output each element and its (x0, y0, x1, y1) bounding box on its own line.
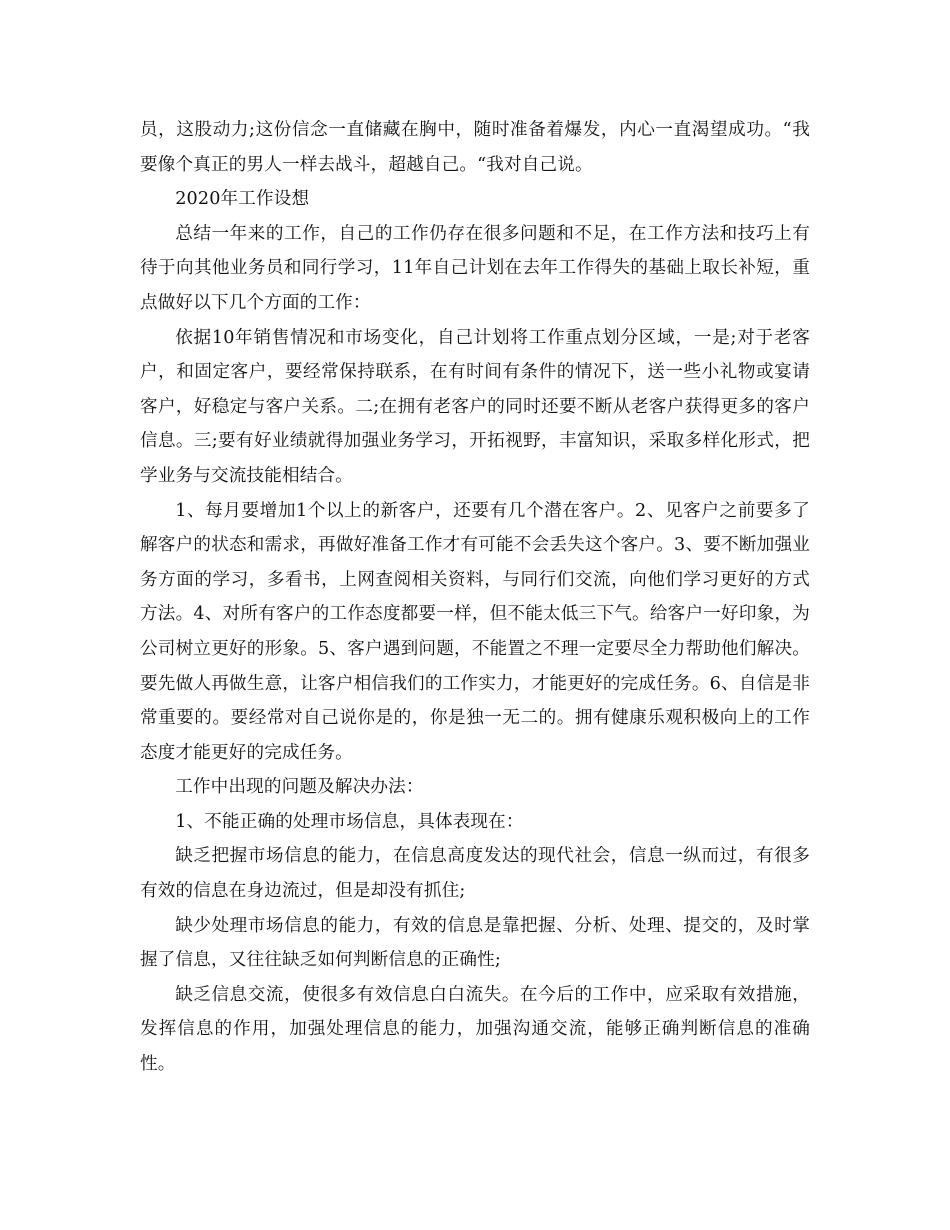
paragraph-problem-detail-1: 缺乏把握市场信息的能力，在信息高度发达的现代社会，信息一纵而过，有很多有效的信息在身边流过，但是却没有抓住; (140, 846, 810, 902)
paragraph-goals-list: 1、每月要增加1个以上的新客户，还要有几个潜在客户。2、见客户之前要多了解客户的状态和需求，再做好准备工作才有可能不会丢失这个客户。3、要不断加强业务方面的学习，多看书，上网查阅相关资料，与同行们交流，向他们学习更好的方式方法。4、对所有客户的工作态度都要一样，但不能太低三下气。给客户一好印象，为公司树立更好的形象。5、客户遇到问题，不能置之不理一定要尽全力帮助他们解决。要先做人再做生意，让客户相信我们的工作实力，才能更好的完成任务。6、自信是非常重要的。要经常对自己说你是的，你是独一无二的。拥有健康乐观积极向上的工作态度才能更好的完成任务。 (140, 500, 810, 763)
paragraph-problem-detail-3: 缺乏信息交流，使很多有效信息白白流失。在今后的工作中，应采取有效措施，发挥信息的作用，加强处理信息的能力，加强沟通交流，能够正确判断信息的准确性。 (140, 984, 810, 1075)
paragraph-problem-1: 1、不能正确的处理市场信息，具体表现在： (175, 811, 524, 832)
section-heading-problems: 工作中出现的问题及解决办法： (175, 777, 424, 798)
paragraph-summary: 总结一年来的工作，自己的工作仍存在很多问题和不足，在工作方法和技巧上有待于向其他业务员和同行学习，11年自己计划在去年工作得失的基础上取长补短，重点做好以下几个方面的工作： (140, 223, 810, 313)
paragraph-regional-plan: 依据10年销售情况和市场变化，自己计划将工作重点划分区域，一是;对于老客户，和固定客户，要经常保持联系，在有时间有条件的情况下，送一些小礼物或宴请客户，好稳定与客户关系。二;在拥有老客户的同时还要不断从老客户获得更多的客户信息。三;要有好业绩就得加强业务学习，开拓视野，丰富知识，采取多样化形式，把学业务与交流技能相结合。 (140, 327, 810, 486)
paragraph-problem-detail-2: 缺少处理市场信息的能力，有效的信息是靠把握、分析、处理、提交的，及时掌握了信息，又往往缺乏如何判断信息的正确性; (140, 915, 810, 971)
section-heading-2020-plan: 2020年工作设想 (175, 189, 310, 210)
paragraph-continuation: 员，这股动力;这份信念一直储藏在胸中，随时准备着爆发，内心一直渴望成功。“我要像个真正的男人一样去战斗，超越自己。“我对自己说。 (140, 120, 810, 175)
document-body (140, 113, 810, 1082)
